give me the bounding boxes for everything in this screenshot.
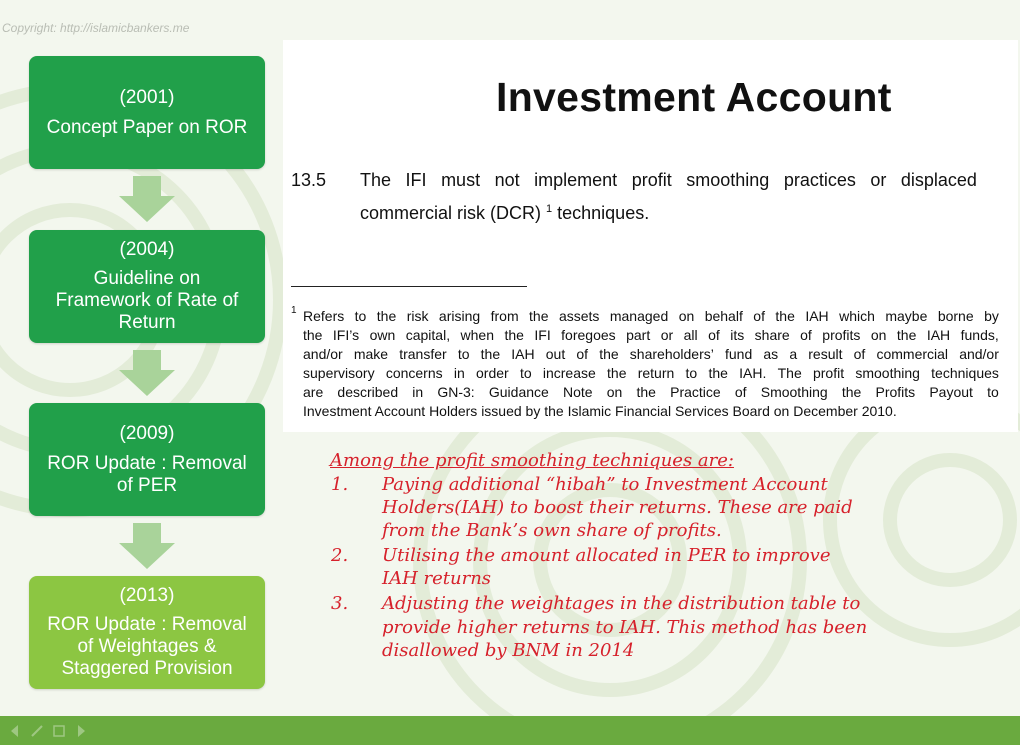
footnote-reference: 1 bbox=[546, 203, 553, 215]
footnote-word: Guidance bbox=[488, 384, 549, 400]
footnote-word: techniques bbox=[931, 365, 999, 381]
footnote-word: when bbox=[460, 327, 494, 343]
footnote-word: are bbox=[303, 384, 324, 400]
footnote-word: the bbox=[376, 308, 397, 324]
footnote-word: the bbox=[896, 327, 917, 343]
footnote-word: Payout bbox=[929, 384, 973, 400]
section-word: smoothing bbox=[686, 170, 770, 190]
footer-bar bbox=[0, 716, 1020, 745]
footnote-word: the bbox=[841, 384, 862, 400]
footnote-word: part bbox=[626, 327, 651, 343]
footnote-word: fund bbox=[725, 346, 753, 362]
footnote-word: IFI bbox=[534, 327, 551, 343]
section-word: not bbox=[494, 170, 520, 190]
footnote-word: of bbox=[576, 346, 589, 362]
previous-slide-icon[interactable] bbox=[8, 724, 22, 738]
footnote-word: in bbox=[453, 365, 465, 381]
section-text: commercial risk (DCR) bbox=[360, 203, 541, 223]
footnote-word: increase bbox=[542, 365, 596, 381]
section-word: profit bbox=[631, 170, 672, 190]
footnote-word: GN-3: bbox=[437, 384, 475, 400]
footnote-word: order bbox=[476, 365, 509, 381]
footnote-word: out bbox=[545, 346, 566, 362]
timeline-text: Return bbox=[118, 312, 176, 333]
footnote-line bbox=[303, 365, 999, 381]
timeline-text: Staggered Provision bbox=[61, 658, 233, 679]
note-number: 1. bbox=[331, 474, 349, 495]
footnote-word: of bbox=[853, 346, 866, 362]
timeline-year: (2001) bbox=[119, 86, 175, 108]
footnote-line bbox=[303, 346, 999, 362]
footnote-word: risk bbox=[406, 308, 429, 324]
copyright-text: Copyright: http://islamicbankers.me bbox=[2, 21, 190, 35]
timeline-box-2001 bbox=[29, 56, 265, 169]
footnote-word: of bbox=[800, 327, 812, 343]
timeline-text: of Weightages & bbox=[77, 636, 217, 657]
section-word: must bbox=[441, 170, 481, 190]
footnote-word: to bbox=[457, 346, 470, 362]
timeline-text: Guideline on bbox=[93, 268, 201, 289]
footnote-word: the bbox=[303, 327, 323, 343]
footnote-line bbox=[303, 308, 999, 324]
timeline-box-2013 bbox=[29, 576, 265, 689]
footnote-word: as bbox=[763, 346, 779, 362]
footnote-word: make bbox=[353, 346, 389, 362]
footnote-word: which bbox=[839, 308, 875, 324]
footnote-word: Smoothing bbox=[760, 384, 828, 400]
footnote-word: of bbox=[734, 384, 747, 400]
pen-icon[interactable] bbox=[30, 724, 44, 738]
footnote-word: transfer bbox=[399, 346, 447, 362]
footnote-word: shareholders’ bbox=[629, 346, 714, 362]
footnote-word: the bbox=[599, 346, 619, 362]
menu-icon[interactable] bbox=[52, 724, 66, 738]
footnote-word: profit bbox=[812, 365, 845, 381]
footnote-line: Investment Account Holders issued by the Islamic Financial Services Board on December 2010. bbox=[303, 403, 897, 419]
footnote-word: Profits bbox=[875, 384, 916, 400]
footnote-word: to bbox=[519, 365, 532, 381]
timeline-text: ROR Update : Removal bbox=[47, 452, 247, 474]
footnote-word: to bbox=[685, 365, 698, 381]
section-word: The bbox=[360, 170, 392, 190]
footnote-word: the bbox=[607, 365, 627, 381]
down-arrow-icon bbox=[119, 523, 175, 569]
footnote-word: behalf bbox=[704, 308, 743, 324]
footnote-word: result bbox=[808, 346, 843, 362]
footnote-word: on bbox=[606, 384, 623, 400]
footnote-word: Note bbox=[562, 384, 593, 400]
timeline-text: of PER bbox=[116, 474, 178, 496]
footnote-word: borne bbox=[937, 308, 974, 324]
footnote-word: a bbox=[789, 346, 798, 362]
footnote-word: the bbox=[636, 384, 656, 400]
section-text-line bbox=[360, 170, 977, 191]
footnote-word: to bbox=[987, 384, 999, 400]
page-title: Investment Account bbox=[496, 74, 892, 120]
footnote-word: by bbox=[984, 308, 999, 324]
footnote-word: on bbox=[870, 327, 887, 343]
footnote-word: profits bbox=[822, 327, 861, 343]
footnote-word: and/or bbox=[303, 346, 343, 362]
footnote-word: or bbox=[660, 327, 674, 343]
footnote-word: the bbox=[708, 365, 728, 381]
footnote-word: IAH bbox=[511, 346, 535, 362]
footnote-word: IAH bbox=[926, 327, 951, 343]
footnote-word: the bbox=[775, 308, 795, 324]
footnote-word: of bbox=[753, 308, 765, 324]
footnote-line bbox=[303, 327, 999, 343]
footnote-word: described bbox=[337, 384, 399, 400]
section-word: or bbox=[870, 170, 887, 190]
section-text-line bbox=[360, 203, 649, 224]
timeline-box-2009 bbox=[29, 403, 265, 516]
timeline-year: (2004) bbox=[119, 239, 175, 260]
note-line: provide higher returns to IAH. This method has been bbox=[382, 617, 868, 638]
footnote-word: supervisory bbox=[303, 365, 375, 381]
section-text: techniques. bbox=[552, 203, 650, 223]
note-line: from the Bank’s own share of profits. bbox=[382, 520, 722, 541]
footnote-word: Refers bbox=[303, 308, 345, 324]
footnote-word: share bbox=[754, 327, 790, 343]
note-number: 3. bbox=[331, 593, 349, 614]
footnote-word: of bbox=[708, 327, 720, 343]
note-number: 2. bbox=[331, 545, 349, 566]
down-arrow-icon bbox=[119, 350, 175, 396]
slideshow-toolbar bbox=[0, 716, 88, 745]
note-line: Holders(IAH) to boost their returns. These are paid bbox=[382, 497, 853, 518]
footnote-word: own bbox=[369, 327, 396, 343]
footnote-word: IFI’s bbox=[332, 327, 360, 343]
footnote-word: funds, bbox=[960, 327, 999, 343]
footnote-word: in bbox=[412, 384, 424, 400]
section-word: implement bbox=[534, 170, 618, 190]
down-arrow-icon bbox=[119, 176, 175, 222]
footnote-word: on bbox=[678, 308, 695, 324]
section-word: displaced bbox=[900, 170, 977, 190]
footnote-word: smoothing bbox=[855, 365, 920, 381]
timeline-year: (2009) bbox=[119, 422, 175, 444]
footnote-line bbox=[303, 384, 999, 400]
footnote-word: assets bbox=[558, 308, 600, 324]
note-line: disallowed by BNM in 2014 bbox=[382, 640, 635, 661]
note-line: Utilising the amount allocated in PER to improve bbox=[382, 545, 831, 566]
timeline-box-2004 bbox=[29, 230, 265, 343]
footnote-word: its bbox=[730, 327, 745, 343]
footnote-word: all bbox=[683, 327, 698, 343]
notes-heading: Among the profit smoothing techniques are: bbox=[330, 450, 734, 471]
section-word: IFI bbox=[405, 170, 427, 190]
footnote-word: commercial bbox=[876, 346, 949, 362]
timeline-text: ROR Update : Removal bbox=[47, 614, 247, 635]
footnote-word: arising bbox=[438, 308, 481, 324]
footnote-word: The bbox=[777, 365, 802, 381]
timeline-year: (2013) bbox=[119, 585, 175, 606]
timeline-text: Framework of Rate of bbox=[55, 290, 239, 311]
footnote-word: from bbox=[490, 308, 519, 324]
footnote-marker: 1 bbox=[291, 305, 297, 316]
footnote-word: IAH. bbox=[739, 365, 767, 381]
footnote-word: managed bbox=[609, 308, 669, 324]
section-word: practices bbox=[783, 170, 856, 190]
footnote-word: IAH bbox=[805, 308, 829, 324]
footnote-word: foregoes bbox=[561, 327, 616, 343]
note-line: IAH returns bbox=[382, 568, 492, 589]
footnote-word: to bbox=[354, 308, 367, 324]
next-slide-icon[interactable] bbox=[74, 724, 88, 738]
footnote-word: and/or bbox=[959, 346, 999, 362]
note-line: Paying additional “hibah” to Investment Account bbox=[382, 474, 828, 495]
section-number: 13.5 bbox=[291, 170, 327, 190]
footnote-word: the bbox=[529, 308, 549, 324]
footnote-word: concerns bbox=[385, 365, 443, 381]
footnote-word: maybe bbox=[885, 308, 928, 324]
footnote-word: the bbox=[480, 346, 501, 362]
footnote-word: capital, bbox=[405, 327, 451, 343]
note-line: Adjusting the weightages in the distribution table to bbox=[382, 593, 861, 614]
footnote-separator bbox=[291, 286, 527, 287]
footnote-word: Practice bbox=[670, 384, 721, 400]
footnote-word: return bbox=[637, 365, 675, 381]
footnote-word: the bbox=[504, 327, 524, 343]
timeline-text: Concept Paper on ROR bbox=[46, 116, 248, 138]
